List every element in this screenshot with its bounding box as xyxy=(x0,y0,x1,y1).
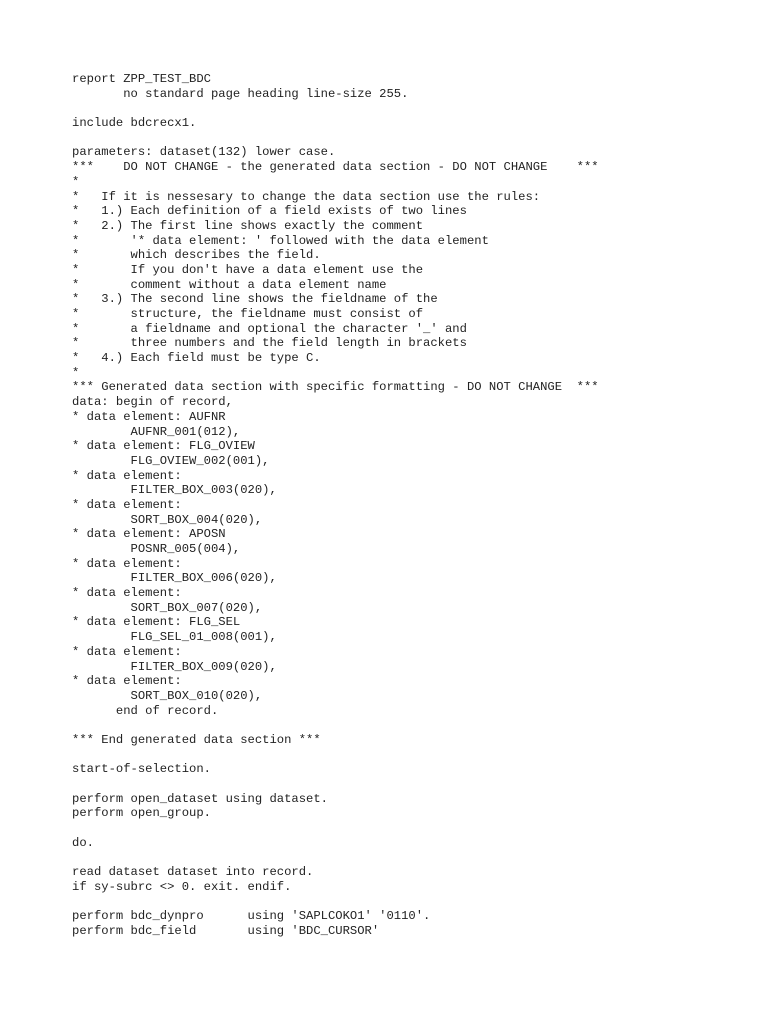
code-line: do. xyxy=(72,835,94,850)
code-line: * a fieldname and optional the character '_' and xyxy=(72,321,467,336)
code-line: * data element: xyxy=(72,674,182,689)
code-line: * data element: APOSN xyxy=(72,527,226,542)
code-line: perform bdc_field using 'BDC_CURSOR' xyxy=(72,923,380,938)
code-line: * 4.) Each field must be type C. xyxy=(72,351,321,366)
code-line xyxy=(72,131,599,146)
code-line: FILTER_BOX_006(020), xyxy=(72,571,277,586)
code-line: * 1.) Each definition of a field exists of two lines xyxy=(72,204,467,219)
code-line: * data element: xyxy=(72,644,182,659)
code-line: *** DO NOT CHANGE - the generated data section - DO NOT CHANGE *** xyxy=(72,160,599,175)
code-line: SORT_BOX_010(020), xyxy=(72,688,263,703)
code-line: data: begin of record, xyxy=(72,395,233,410)
code-line: *** End generated data section *** xyxy=(72,732,321,747)
code-line: * data element: xyxy=(72,497,182,512)
code-line: FILTER_BOX_003(020), xyxy=(72,483,277,498)
code-line: report ZPP_TEST_BDC xyxy=(72,72,211,86)
code-line: FLG_OVIEW_002(001), xyxy=(72,453,270,468)
code-line: * 2.) The first line shows exactly the comment xyxy=(72,218,424,233)
code-line: perform open_group. xyxy=(72,806,211,821)
code-line: * comment without a data element name xyxy=(72,277,387,292)
code-line: * data element: xyxy=(72,468,182,483)
code-line: perform open_dataset using dataset. xyxy=(72,791,328,806)
code-line: end of record. xyxy=(72,703,219,718)
code-line: FILTER_BOX_009(020), xyxy=(72,659,277,674)
code-line: * data element: xyxy=(72,556,182,571)
code-line: SORT_BOX_007(020), xyxy=(72,600,263,615)
code-line: no standard page heading line-size 255. xyxy=(72,86,409,101)
code-line: AUFNR_001(012), xyxy=(72,424,241,439)
code-line xyxy=(72,718,599,733)
code-line: * 3.) The second line shows the fieldname of the xyxy=(72,292,438,307)
code-line xyxy=(72,895,599,910)
code-line: parameters: dataset(132) lower case. xyxy=(72,145,336,160)
code-line xyxy=(72,748,599,763)
code-line: * data element: FLG_SEL xyxy=(72,615,241,630)
code-line xyxy=(72,850,599,865)
code-line: include bdcrecx1. xyxy=(72,116,197,131)
code-line: * '* data element: ' followed with the data element xyxy=(72,233,489,248)
code-line: perform bdc_dynpro using 'SAPLCOKO1' '0110'. xyxy=(72,909,431,924)
code-line: if sy-subrc <> 0. exit. endif. xyxy=(72,879,292,894)
code-line: *** Generated data section with specific formatting - DO NOT CHANGE *** xyxy=(72,380,599,395)
code-line: * structure, the fieldname must consist of xyxy=(72,307,424,321)
code-line: * xyxy=(72,174,80,189)
abap-source-code xyxy=(72,72,599,939)
code-line: * If you don't have a data element use the xyxy=(72,262,424,277)
code-line xyxy=(72,101,599,116)
code-line: * If it is nessesary to change the data section use the rules: xyxy=(72,189,541,204)
code-line: * three numbers and the field length in brackets xyxy=(72,336,467,351)
code-line: SORT_BOX_004(020), xyxy=(72,512,263,527)
code-line: * which describes the field. xyxy=(72,248,321,263)
code-line xyxy=(72,777,599,792)
code-line: FLG_SEL_01_008(001), xyxy=(72,630,277,645)
code-line xyxy=(72,821,599,836)
code-line: * data element: xyxy=(72,586,182,601)
code-line: POSNR_005(004), xyxy=(72,542,241,556)
code-line: start-of-selection. xyxy=(72,762,211,777)
code-line: * xyxy=(72,365,80,380)
code-line: * data element: FLG_OVIEW xyxy=(72,439,255,454)
code-line: read dataset dataset into record. xyxy=(72,865,314,880)
code-line: * data element: AUFNR xyxy=(72,409,226,424)
